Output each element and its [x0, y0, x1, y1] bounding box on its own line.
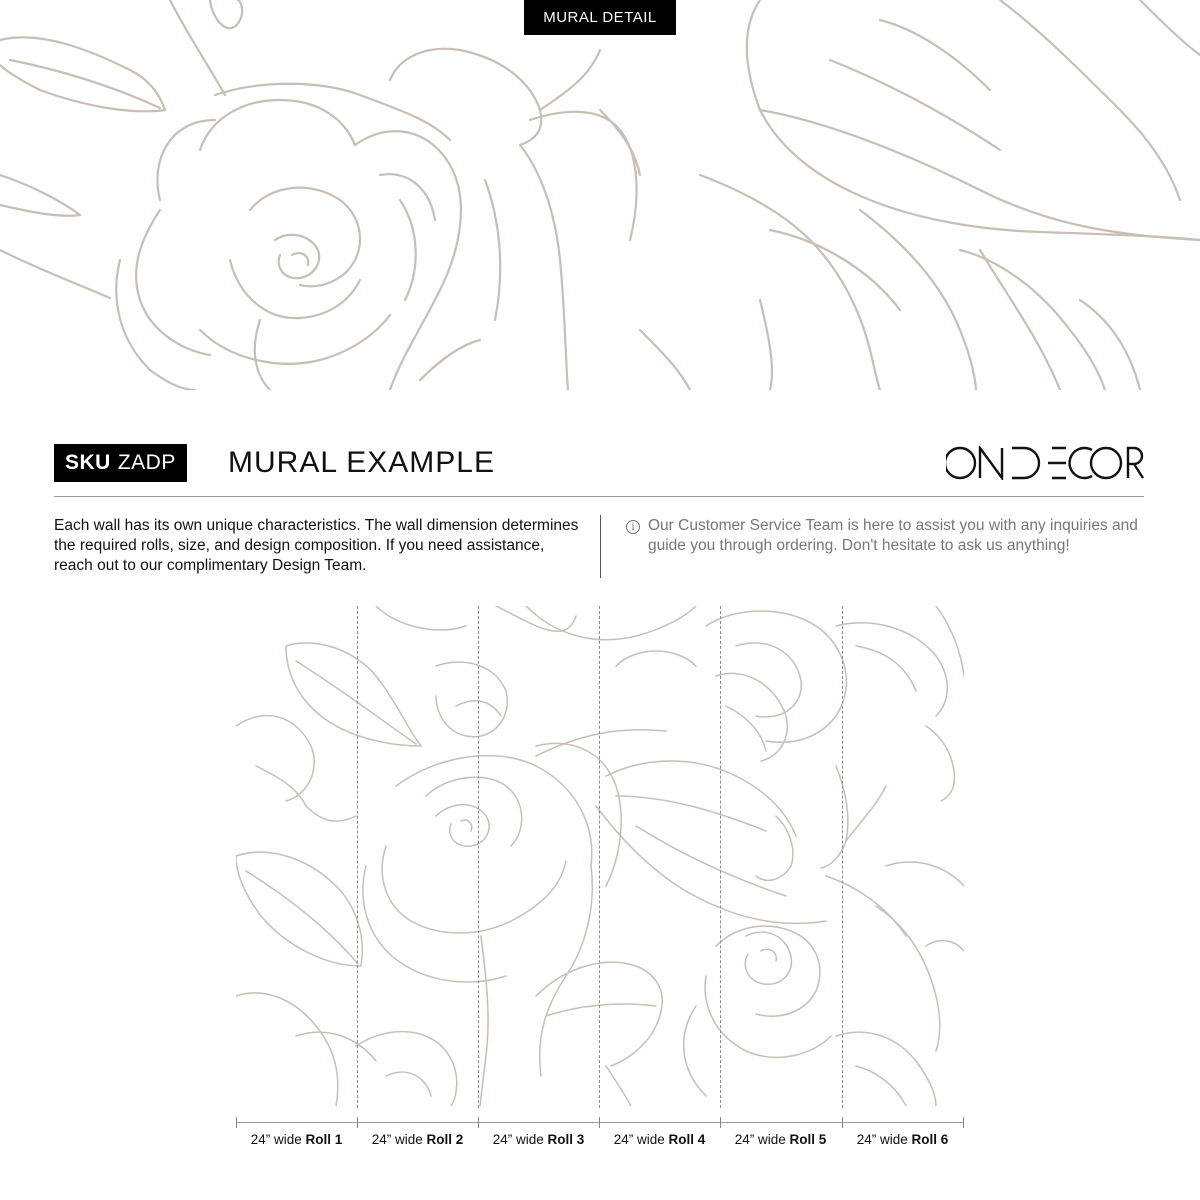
- mural-detail-image: [0, 0, 1200, 390]
- info-circle-icon: [626, 520, 640, 534]
- mural-detail-label: MURAL DETAIL: [524, 0, 676, 35]
- roll-width: 24” wide: [492, 1132, 544, 1147]
- roll-separator: [599, 606, 600, 1108]
- rose-line-art-detail: [0, 0, 1200, 390]
- roll-label: [599, 1132, 720, 1147]
- roll-width: 24” wide: [250, 1132, 302, 1147]
- dimension-tick: [236, 1117, 237, 1128]
- mural-example-image: [236, 606, 964, 1106]
- dimension-tick: [599, 1117, 600, 1128]
- customer-service-note: [626, 516, 1146, 556]
- dimension-tick: [720, 1117, 721, 1128]
- roll-name: Roll 1: [305, 1132, 343, 1147]
- dimension-tick: [842, 1117, 843, 1128]
- roll-width: 24” wide: [734, 1132, 786, 1147]
- roll-label: [842, 1132, 963, 1147]
- roll-separator: [842, 606, 843, 1108]
- roll-name: Roll 4: [668, 1132, 706, 1147]
- brand-logo: [946, 446, 1144, 480]
- roll-name: Roll 3: [547, 1132, 585, 1147]
- roll-name: Roll 2: [426, 1132, 464, 1147]
- roll-name: Roll 5: [789, 1132, 827, 1147]
- dimension-line: [236, 1122, 964, 1123]
- roll-separator: [478, 606, 479, 1108]
- customer-service-text: Our Customer Service Team is here to assist you with any inquiries and guide you through ordering. Don't hesitate to ask us anything!: [648, 517, 1138, 554]
- header-divider: [54, 496, 1144, 497]
- sku-badge: [54, 444, 187, 482]
- dimension-tick: [963, 1117, 964, 1128]
- sku-code: ZADP: [117, 451, 176, 474]
- roll-label: [236, 1132, 357, 1147]
- dimension-tick: [478, 1117, 479, 1128]
- rose-line-art-mural: [236, 606, 964, 1106]
- roll-label: [478, 1132, 599, 1147]
- sku-prefix: SKU: [65, 451, 111, 474]
- dimension-tick: [357, 1117, 358, 1128]
- roll-width: 24” wide: [371, 1132, 423, 1147]
- roll-label: [357, 1132, 478, 1147]
- ondecor-logo-icon: [946, 446, 1144, 480]
- roll-separator: [357, 606, 358, 1108]
- wall-info-text: Each wall has its own unique characteristics. The wall dimension determines the required rolls, size, and design composition. If you need assistance, reach out to our complimentary Design Team.: [54, 517, 579, 574]
- roll-label: [720, 1132, 841, 1147]
- roll-name: Roll 6: [911, 1132, 949, 1147]
- roll-width: 24” wide: [613, 1132, 665, 1147]
- roll-separator: [720, 606, 721, 1108]
- roll-width: 24” wide: [856, 1132, 908, 1147]
- page-title: MURAL EXAMPLE: [228, 446, 495, 479]
- info-divider: [600, 515, 601, 578]
